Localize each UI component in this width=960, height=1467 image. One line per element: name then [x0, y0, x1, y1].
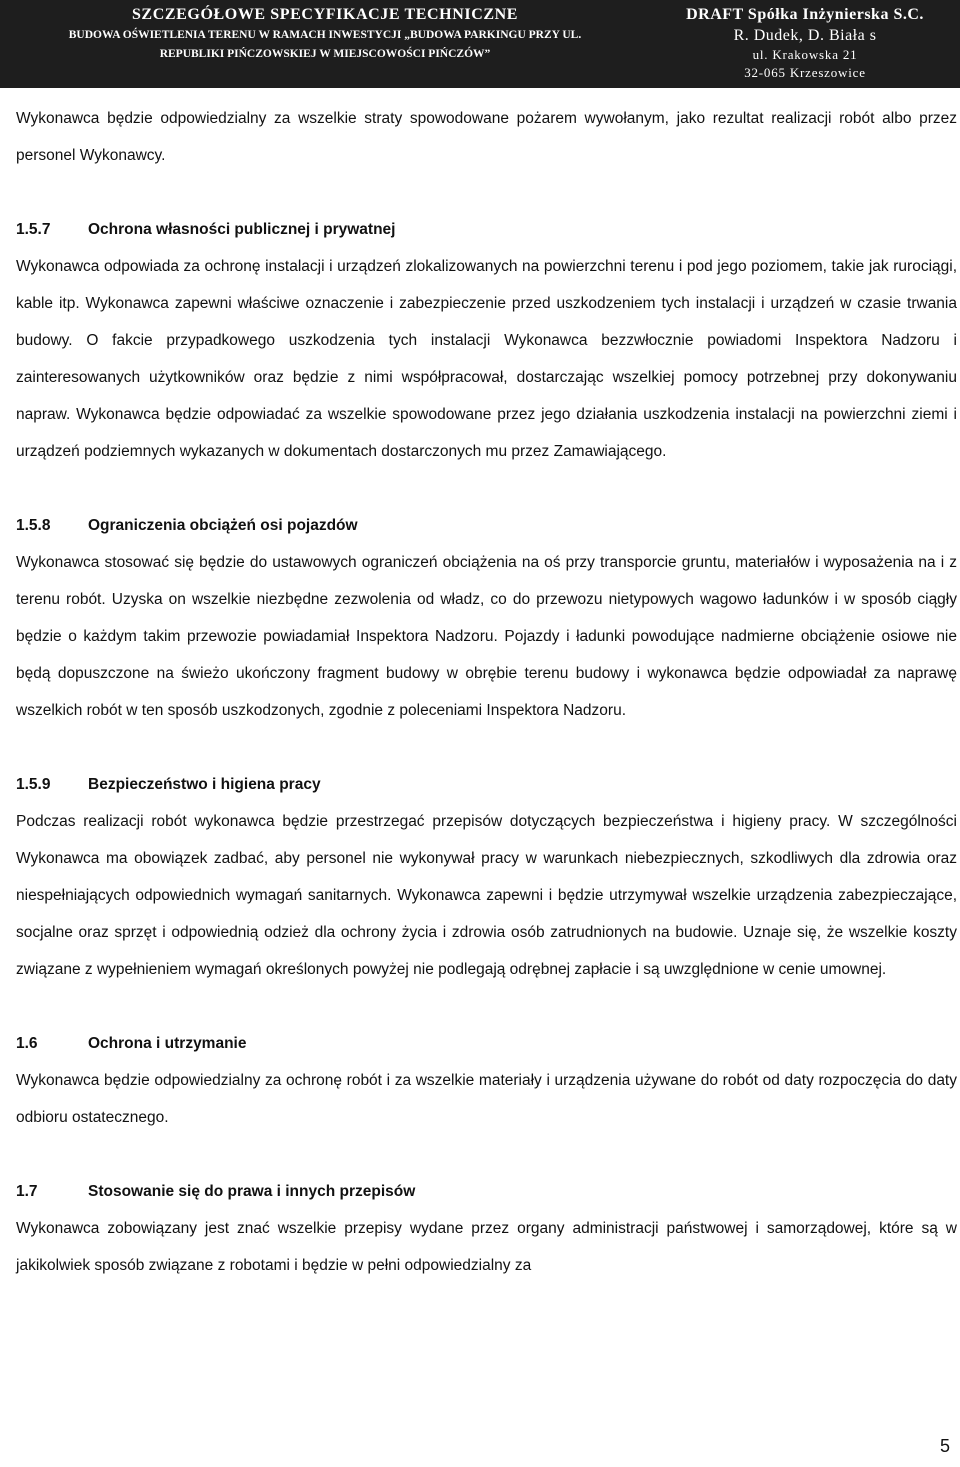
document-body: [16, 100, 957, 1284]
header-company-block: [660, 4, 950, 82]
section-heading-1-5-9: [16, 766, 957, 803]
section-heading-1-7: [16, 1173, 957, 1210]
header-company-street: ul. Krakowska 21: [752, 47, 858, 62]
section-number: 1.5.8: [16, 517, 51, 534]
section-title: Bezpieczeństwo i higiena pracy: [88, 776, 321, 793]
intro-paragraph: Wykonawca będzie odpowiedzialny za wszelkie straty spowodowane pożarem wywołanym, jako rezultat realizacji robót albo przez personel Wykonawcy.: [16, 110, 957, 164]
page-number: 5: [939, 1436, 950, 1456]
section-paragraph: Podczas realizacji robót wykonawca będzie przestrzegać przepisów dotyczących bezpieczeństwa i higieny pracy. W szczególności Wykonawca ma obowiązek zadbać, aby personel nie wykonywał pracy w warunkach niebezpiecznych, szkodliwych dla zdrowia oraz niespełniających odpowiednich wymagań sanitarnych. Wykonawca zapewni i będzie utrzymywał wszelkie urządzenia zabezpieczające, socjalne oraz sprzęt i odpowiednią odzież dla ochrony życia i zdrowia osób zatrudnionych na budowie. Uznaje się, że wszelkie koszty związane z wypełnieniem wymagań określonych powyżej nie podlegają odrębnej zapłacie i są uwzględnione w cenie umownej.: [16, 813, 957, 978]
section-heading-1-5-7: [16, 211, 957, 248]
section-heading-1-5-8: [16, 507, 957, 544]
header-company-city: 32-065 Krzeszowice: [744, 65, 866, 80]
section-paragraph: Wykonawca zobowiązany jest znać wszelkie przepisy wydane przez organy administracji państwowej i samorządowej, które są w jakikolwiek sposób związane z robotami i będzie w pełni odpowiedzialny za: [16, 1220, 957, 1274]
header-company-name: DRAFT Spółka Inżynierska S.C.: [686, 6, 924, 23]
section-number: 1.7: [16, 1183, 38, 1200]
section-paragraph: Wykonawca stosować się będzie do ustawowych ograniczeń obciążenia na oś przy transporcie gruntu, materiałów i wyposażenia na i z terenu robót. Uzyska on wszelkie niezbędne zezwolenia od władz, co do przewozu nietypowych wagowo ładunków i w sposób ciągły będzie o każdym takim przewozie powiadamiał Inspektora Nadzoru. Pojazdy i ładunki powodujące nadmierne obciążenie osiowe nie będą dopuszczone na świeżo ukończony fragment budowy w obrębie terenu budowy i wykonawca będzie odpowiadał za naprawę wszelkich robót w ten sposób uszkodzonych, zgodnie z poleceniami Inspektora Nadzoru.: [16, 554, 957, 719]
section-title: Ograniczenia obciążeń osi pojazdów: [88, 517, 358, 534]
header-company-owners: R. Dudek, D. Biała s: [733, 27, 877, 44]
section-paragraph: Wykonawca odpowiada za ochronę instalacji i urządzeń zlokalizowanych na powierzchni terenu i pod jego poziomem, takie jak rurociągi, kable itp. Wykonawca zapewni właściwe oznaczenie i zabezpieczenie przed uszkodzeniem tych instalacji i urządzeń w czasie trwania budowy. O fakcie przypadkowego uszkodzenia tych instalacji Wykonawca bezzwłocznie powiadomi Inspektora Nadzoru i zainteresowanych użytkowników oraz będzie z nimi współpracował, dostarczając wszelkiej pomocy potrzebnej przy dokonywaniu napraw. Wykonawca będzie odpowiadać za wszelkie spowodowane przez jego działania uszkodzenia instalacji na powierzchni ziemi i urządzeń podziemnych wykazanych w dokumentach dostarczonych mu przez Zamawiającego.: [16, 258, 957, 460]
section-number: 1.5.7: [16, 221, 51, 238]
section-paragraph: Wykonawca będzie odpowiedzialny za ochronę robót i za wszelkie materiały i urządzenia używane do robót od daty rozpoczęcia do daty odbioru ostatecznego.: [16, 1072, 957, 1126]
document-header: [0, 0, 960, 88]
header-project-line1: BUDOWA OŚWIETLENIA TERENU W RAMACH INWESTYCJI „BUDOWA PARKINGU PRZY UL.: [68, 29, 582, 41]
section-number: 1.6: [16, 1035, 38, 1052]
section-title: Ochrona i utrzymanie: [88, 1035, 247, 1052]
header-spec-title: SZCZEGÓŁOWE SPECYFIKACJE TECHNICZNE: [131, 6, 519, 23]
header-title-block: [0, 4, 650, 64]
header-project-line2: REPUBLIKI PIŃCZOWSKIEJ W MIEJSCOWOŚCI PIŃCZÓW”: [159, 48, 491, 60]
section-title: Stosowanie się do prawa i innych przepisów: [88, 1183, 416, 1200]
section-title: Ochrona własności publicznej i prywatnej: [88, 221, 396, 238]
section-number: 1.5.9: [16, 776, 51, 793]
section-heading-1-6: [16, 1025, 957, 1062]
